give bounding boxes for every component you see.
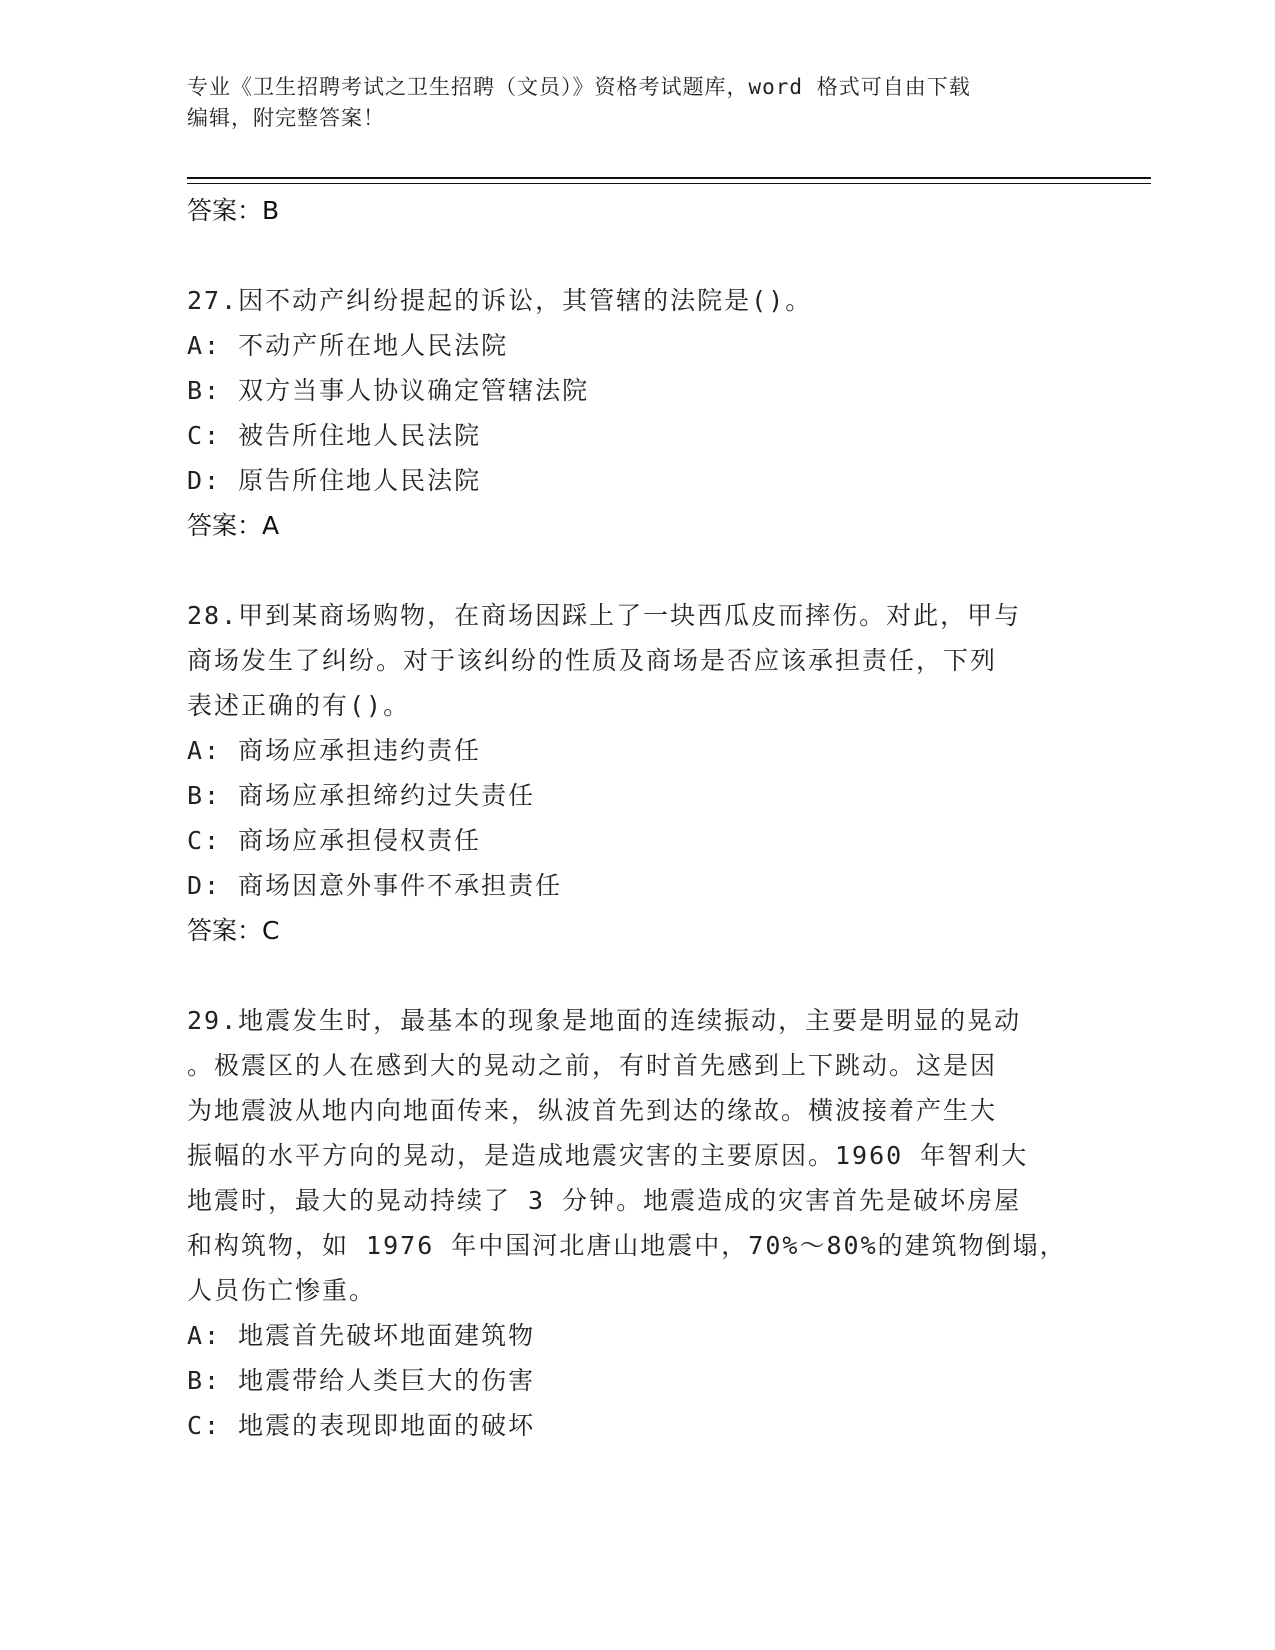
stem-line: 振幅的水平方向的晃动，是造成地震灾害的主要原因。1960 年智利大 (187, 1141, 1029, 1170)
stem-line: 地震时，最大的晃动持续了 3 分钟。地震造成的灾害首先是破坏房屋 (187, 1186, 1022, 1215)
question-27 (187, 278, 1087, 548)
answer: 答案：C (187, 916, 280, 945)
stem-line: 27.因不动产纠纷提起的诉讼，其管辖的法院是()。 (187, 286, 813, 315)
stem-line: 28.甲到某商场购物，在商场因踩上了一块西瓜皮而摔伤。对此，甲与 (187, 601, 1022, 630)
stem-line: 和构筑物，如 1976 年中国河北唐山地震中，70%～80%的建筑物倒塌， (187, 1231, 1067, 1260)
option-c: C: 商场应承担侵权责任 (187, 826, 482, 855)
option-c: C: 地震的表现即地面的破坏 (187, 1411, 536, 1440)
question-stem (187, 278, 1087, 323)
option-a: A: 商场应承担违约责任 (187, 736, 482, 765)
question-list (187, 188, 1087, 1448)
header-line-1: 专业《卫生招聘考试之卫生招聘（文员）》资格考试题库，word 格式可自由下载 (187, 75, 971, 99)
stem-line: 表述正确的有()。 (187, 691, 411, 720)
option-d: D: 商场因意外事件不承担责任 (187, 871, 563, 900)
header-divider-thin (187, 183, 1151, 184)
question-29 (187, 998, 1087, 1448)
option-a: A: 地震首先破坏地面建筑物 (187, 1321, 536, 1350)
stem-line: 。极震区的人在感到大的晃动之前，有时首先感到上下跳动。这是因 (187, 1051, 998, 1080)
option-a: A: 不动产所在地人民法院 (187, 331, 509, 360)
previous-answer: 答案：B (187, 196, 280, 225)
stem-line: 人员伤亡惨重。 (187, 1276, 377, 1305)
option-b: B: 双方当事人协议确定管辖法院 (187, 376, 590, 405)
option-c: C: 被告所住地人民法院 (187, 421, 482, 450)
answer: 答案：A (187, 511, 280, 540)
header-divider-thick (187, 177, 1151, 179)
option-d: D: 原告所住地人民法院 (187, 466, 482, 495)
stem-line: 商场发生了纠纷。对于该纠纷的性质及商场是否应该承担责任，下列 (187, 646, 998, 675)
question-stem (187, 998, 1087, 1313)
header-line-2: 编辑，附完整答案！ (187, 106, 385, 130)
option-b: B: 商场应承担缔约过失责任 (187, 781, 536, 810)
stem-line: 29.地震发生时，最基本的现象是地面的连续振动，主要是明显的晃动 (187, 1006, 1022, 1035)
document-header (187, 72, 1067, 134)
option-b: B: 地震带给人类巨大的伤害 (187, 1366, 536, 1395)
question-28 (187, 593, 1087, 953)
stem-line: 为地震波从地内向地面传来，纵波首先到达的缘故。横波接着产生大 (187, 1096, 998, 1125)
question-stem (187, 593, 1087, 728)
